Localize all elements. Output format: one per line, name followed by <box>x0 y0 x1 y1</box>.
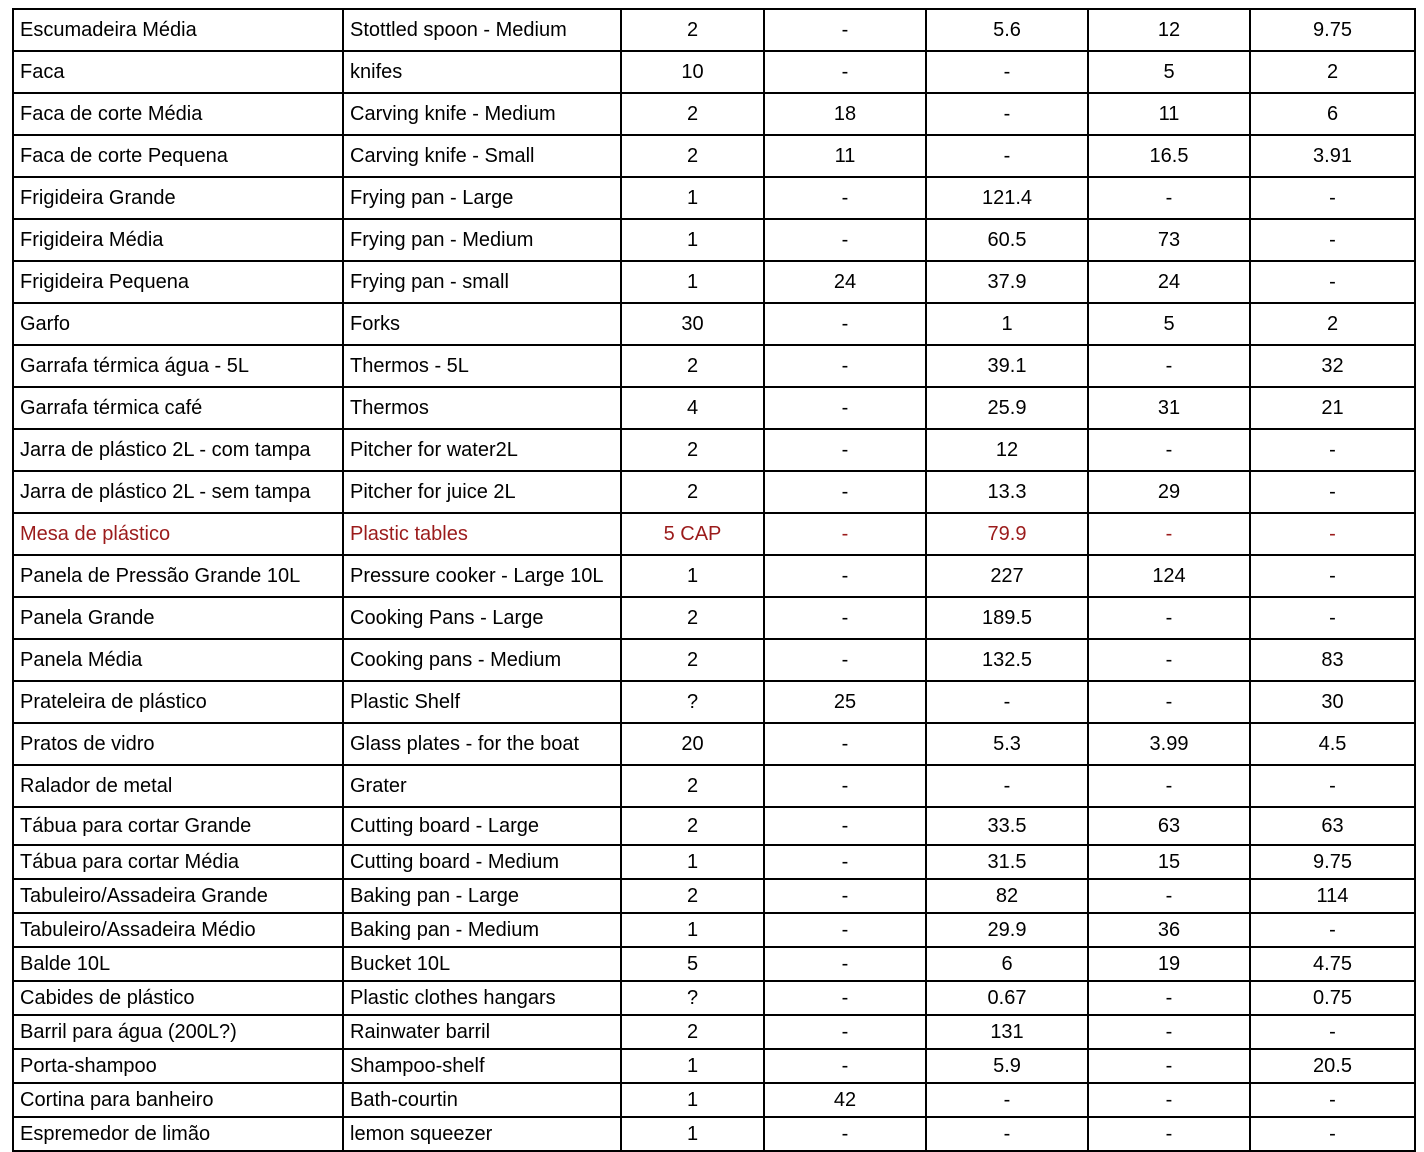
quantity-cell: 1 <box>621 219 764 261</box>
price-col-4-cell: 83 <box>1250 639 1415 681</box>
quantity-cell: 1 <box>621 177 764 219</box>
price-col-1-cell: - <box>764 765 926 807</box>
item-name-pt: Espremedor de limão <box>13 1117 343 1151</box>
item-name-en: Baking pan - Large <box>343 879 621 913</box>
item-name-en: Pitcher for juice 2L <box>343 471 621 513</box>
table-row <box>13 845 1415 879</box>
price-col-2-cell: 29.9 <box>926 913 1088 947</box>
quantity-cell: 2 <box>621 9 764 51</box>
item-name-pt: Prateleira de plástico <box>13 681 343 723</box>
price-col-3-cell: 5 <box>1088 303 1250 345</box>
price-col-1-cell: - <box>764 51 926 93</box>
price-col-1-cell: 18 <box>764 93 926 135</box>
price-col-3-cell: 15 <box>1088 845 1250 879</box>
item-name-en: lemon squeezer <box>343 1117 621 1151</box>
price-col-4-cell: 9.75 <box>1250 9 1415 51</box>
price-col-1-cell: - <box>764 429 926 471</box>
price-col-2-cell: 121.4 <box>926 177 1088 219</box>
price-col-4-cell: - <box>1250 219 1415 261</box>
table-row <box>13 303 1415 345</box>
price-col-4-cell: 114 <box>1250 879 1415 913</box>
price-col-4-cell: 2 <box>1250 303 1415 345</box>
item-name-pt: Faca de corte Média <box>13 93 343 135</box>
table-row <box>13 681 1415 723</box>
price-col-4-cell: - <box>1250 177 1415 219</box>
item-name-pt: Ralador de metal <box>13 765 343 807</box>
price-col-2-cell: 79.9 <box>926 513 1088 555</box>
price-col-1-cell: - <box>764 639 926 681</box>
item-name-en: Glass plates - for the boat <box>343 723 621 765</box>
table-row <box>13 913 1415 947</box>
item-name-pt: Porta-shampoo <box>13 1049 343 1083</box>
item-name-en: Cooking Pans - Large <box>343 597 621 639</box>
item-name-pt: Garfo <box>13 303 343 345</box>
price-col-1-cell: - <box>764 345 926 387</box>
quantity-cell: 20 <box>621 723 764 765</box>
price-col-1-cell: - <box>764 807 926 845</box>
price-col-3-cell: - <box>1088 513 1250 555</box>
price-col-4-cell: - <box>1250 1083 1415 1117</box>
price-col-1-cell: - <box>764 981 926 1015</box>
price-col-3-cell: 3.99 <box>1088 723 1250 765</box>
price-col-3-cell: - <box>1088 879 1250 913</box>
table-row <box>13 51 1415 93</box>
price-col-3-cell: 31 <box>1088 387 1250 429</box>
price-col-1-cell: - <box>764 471 926 513</box>
table-row <box>13 1117 1415 1151</box>
item-name-pt: Tabuleiro/Assadeira Médio <box>13 913 343 947</box>
table-row <box>13 807 1415 845</box>
price-col-1-cell: - <box>764 387 926 429</box>
price-col-1-cell: - <box>764 723 926 765</box>
price-col-4-cell: 9.75 <box>1250 845 1415 879</box>
table-row <box>13 879 1415 913</box>
price-col-3-cell: 73 <box>1088 219 1250 261</box>
quantity-cell: 1 <box>621 261 764 303</box>
price-col-3-cell: 12 <box>1088 9 1250 51</box>
table-row <box>13 723 1415 765</box>
price-col-2-cell: 39.1 <box>926 345 1088 387</box>
price-col-3-cell: 5 <box>1088 51 1250 93</box>
price-col-3-cell: - <box>1088 1083 1250 1117</box>
item-name-pt: Panela Média <box>13 639 343 681</box>
quantity-cell: 1 <box>621 1049 764 1083</box>
price-col-1-cell: - <box>764 879 926 913</box>
item-name-en: Shampoo-shelf <box>343 1049 621 1083</box>
table-row <box>13 429 1415 471</box>
table-row <box>13 981 1415 1015</box>
price-col-3-cell: - <box>1088 1117 1250 1151</box>
price-col-4-cell: - <box>1250 1015 1415 1049</box>
price-col-4-cell: - <box>1250 471 1415 513</box>
price-col-1-cell: 42 <box>764 1083 926 1117</box>
price-col-1-cell: 25 <box>764 681 926 723</box>
item-name-pt: Pratos de vidro <box>13 723 343 765</box>
price-col-3-cell: 24 <box>1088 261 1250 303</box>
item-name-en: Baking pan - Medium <box>343 913 621 947</box>
price-col-1-cell: - <box>764 597 926 639</box>
table-body <box>13 9 1415 1151</box>
price-col-2-cell: 33.5 <box>926 807 1088 845</box>
price-col-3-cell: - <box>1088 1015 1250 1049</box>
item-name-en: Plastic Shelf <box>343 681 621 723</box>
price-col-3-cell: 16.5 <box>1088 135 1250 177</box>
price-col-4-cell: 3.91 <box>1250 135 1415 177</box>
price-col-2-cell: 13.3 <box>926 471 1088 513</box>
quantity-cell: 10 <box>621 51 764 93</box>
price-col-2-cell: - <box>926 93 1088 135</box>
item-name-pt: Faca de corte Pequena <box>13 135 343 177</box>
quantity-cell: 2 <box>621 639 764 681</box>
item-name-en: Plastic tables <box>343 513 621 555</box>
item-name-pt: Mesa de plástico <box>13 513 343 555</box>
table-row <box>13 387 1415 429</box>
item-name-en: Frying pan - Large <box>343 177 621 219</box>
price-col-4-cell: - <box>1250 913 1415 947</box>
item-name-en: Pitcher for water2L <box>343 429 621 471</box>
quantity-cell: 2 <box>621 345 764 387</box>
table-row <box>13 135 1415 177</box>
table-row <box>13 261 1415 303</box>
quantity-cell: 2 <box>621 879 764 913</box>
price-col-3-cell: - <box>1088 597 1250 639</box>
price-col-2-cell: 5.6 <box>926 9 1088 51</box>
price-col-1-cell: - <box>764 845 926 879</box>
price-col-2-cell: 5.9 <box>926 1049 1088 1083</box>
price-col-4-cell: 30 <box>1250 681 1415 723</box>
price-col-2-cell: 1 <box>926 303 1088 345</box>
item-name-en: Frying pan - Medium <box>343 219 621 261</box>
price-col-4-cell: - <box>1250 261 1415 303</box>
item-name-pt: Frigideira Pequena <box>13 261 343 303</box>
item-name-en: Cooking pans - Medium <box>343 639 621 681</box>
price-col-2-cell: - <box>926 135 1088 177</box>
price-col-4-cell: - <box>1250 597 1415 639</box>
item-name-pt: Garrafa térmica água - 5L <box>13 345 343 387</box>
price-col-1-cell: 11 <box>764 135 926 177</box>
item-name-pt: Balde 10L <box>13 947 343 981</box>
price-col-2-cell: - <box>926 765 1088 807</box>
item-name-pt: Barril para água (200L?) <box>13 1015 343 1049</box>
item-name-en: knifes <box>343 51 621 93</box>
item-name-en: Thermos <box>343 387 621 429</box>
quantity-cell: 2 <box>621 807 764 845</box>
quantity-cell: 30 <box>621 303 764 345</box>
item-name-en: Carving knife - Small <box>343 135 621 177</box>
price-col-1-cell: - <box>764 9 926 51</box>
item-name-en: Bucket 10L <box>343 947 621 981</box>
price-col-4-cell: 20.5 <box>1250 1049 1415 1083</box>
price-col-2-cell: 37.9 <box>926 261 1088 303</box>
item-name-pt: Panela de Pressão Grande 10L <box>13 555 343 597</box>
price-col-2-cell: 227 <box>926 555 1088 597</box>
item-name-en: Cutting board - Large <box>343 807 621 845</box>
item-name-en: Pressure cooker - Large 10L <box>343 555 621 597</box>
item-name-pt: Cabides de plástico <box>13 981 343 1015</box>
table-row <box>13 555 1415 597</box>
price-col-2-cell: - <box>926 681 1088 723</box>
table-row <box>13 1083 1415 1117</box>
price-col-1-cell: - <box>764 219 926 261</box>
item-name-pt: Jarra de plástico 2L - sem tampa <box>13 471 343 513</box>
price-col-2-cell: 0.67 <box>926 981 1088 1015</box>
price-col-1-cell: - <box>764 177 926 219</box>
item-name-en: Plastic clothes hangars <box>343 981 621 1015</box>
item-name-pt: Tábua para cortar Grande <box>13 807 343 845</box>
item-name-pt: Jarra de plástico 2L - com tampa <box>13 429 343 471</box>
price-col-3-cell: 11 <box>1088 93 1250 135</box>
price-col-2-cell: 60.5 <box>926 219 1088 261</box>
item-name-en: Forks <box>343 303 621 345</box>
price-col-2-cell: 131 <box>926 1015 1088 1049</box>
price-col-3-cell: 63 <box>1088 807 1250 845</box>
quantity-cell: 2 <box>621 471 764 513</box>
item-name-en: Cutting board - Medium <box>343 845 621 879</box>
item-name-pt: Garrafa térmica café <box>13 387 343 429</box>
price-col-3-cell: 19 <box>1088 947 1250 981</box>
price-col-3-cell: - <box>1088 681 1250 723</box>
price-col-2-cell: - <box>926 51 1088 93</box>
quantity-cell: 2 <box>621 429 764 471</box>
price-col-4-cell: 0.75 <box>1250 981 1415 1015</box>
table-row <box>13 597 1415 639</box>
price-col-1-cell: - <box>764 1117 926 1151</box>
price-col-3-cell: - <box>1088 345 1250 387</box>
table-row <box>13 471 1415 513</box>
item-name-pt: Frigideira Grande <box>13 177 343 219</box>
price-col-4-cell: 32 <box>1250 345 1415 387</box>
quantity-cell: 2 <box>621 1015 764 1049</box>
item-name-pt: Escumadeira Média <box>13 9 343 51</box>
price-col-4-cell: 63 <box>1250 807 1415 845</box>
quantity-cell: 5 CAP <box>621 513 764 555</box>
table-row <box>13 1015 1415 1049</box>
quantity-cell: 4 <box>621 387 764 429</box>
quantity-cell: 2 <box>621 135 764 177</box>
table-row <box>13 9 1415 51</box>
quantity-cell: 1 <box>621 845 764 879</box>
price-col-3-cell: - <box>1088 639 1250 681</box>
price-col-1-cell: - <box>764 947 926 981</box>
table-row <box>13 219 1415 261</box>
price-col-2-cell: - <box>926 1083 1088 1117</box>
price-col-1-cell: 24 <box>764 261 926 303</box>
price-col-2-cell: 12 <box>926 429 1088 471</box>
quantity-cell: ? <box>621 681 764 723</box>
price-col-1-cell: - <box>764 555 926 597</box>
table-row <box>13 513 1415 555</box>
price-col-4-cell: 21 <box>1250 387 1415 429</box>
table-row <box>13 1049 1415 1083</box>
price-col-3-cell: 124 <box>1088 555 1250 597</box>
price-col-4-cell: - <box>1250 555 1415 597</box>
price-col-1-cell: - <box>764 1015 926 1049</box>
price-col-2-cell: 82 <box>926 879 1088 913</box>
item-name-pt: Frigideira Média <box>13 219 343 261</box>
quantity-cell: 2 <box>621 765 764 807</box>
item-name-pt: Panela Grande <box>13 597 343 639</box>
price-col-2-cell: - <box>926 1117 1088 1151</box>
item-name-pt: Cortina para banheiro <box>13 1083 343 1117</box>
item-name-en: Frying pan - small <box>343 261 621 303</box>
price-col-1-cell: - <box>764 303 926 345</box>
item-name-pt: Tabuleiro/Assadeira Grande <box>13 879 343 913</box>
price-col-2-cell: 189.5 <box>926 597 1088 639</box>
price-col-4-cell: 4.5 <box>1250 723 1415 765</box>
price-col-2-cell: 5.3 <box>926 723 1088 765</box>
price-col-4-cell: - <box>1250 765 1415 807</box>
inventory-table <box>12 8 1416 1152</box>
price-col-1-cell: - <box>764 913 926 947</box>
price-col-3-cell: - <box>1088 1049 1250 1083</box>
price-col-1-cell: - <box>764 1049 926 1083</box>
item-name-pt: Tábua para cortar Média <box>13 845 343 879</box>
price-col-3-cell: 36 <box>1088 913 1250 947</box>
quantity-cell: 1 <box>621 913 764 947</box>
table-row <box>13 765 1415 807</box>
price-col-4-cell: 2 <box>1250 51 1415 93</box>
quantity-cell: 5 <box>621 947 764 981</box>
price-col-4-cell: 6 <box>1250 93 1415 135</box>
price-col-4-cell: - <box>1250 1117 1415 1151</box>
quantity-cell: 2 <box>621 597 764 639</box>
price-col-3-cell: 29 <box>1088 471 1250 513</box>
quantity-cell: 1 <box>621 1083 764 1117</box>
item-name-en: Thermos - 5L <box>343 345 621 387</box>
price-col-4-cell: - <box>1250 429 1415 471</box>
price-col-4-cell: 4.75 <box>1250 947 1415 981</box>
price-col-2-cell: 31.5 <box>926 845 1088 879</box>
item-name-en: Stottled spoon - Medium <box>343 9 621 51</box>
item-name-pt: Faca <box>13 51 343 93</box>
table-row <box>13 93 1415 135</box>
quantity-cell: 1 <box>621 555 764 597</box>
table-row <box>13 345 1415 387</box>
price-col-3-cell: - <box>1088 765 1250 807</box>
price-col-2-cell: 25.9 <box>926 387 1088 429</box>
table-row <box>13 639 1415 681</box>
quantity-cell: ? <box>621 981 764 1015</box>
price-col-4-cell: - <box>1250 513 1415 555</box>
price-col-3-cell: - <box>1088 429 1250 471</box>
quantity-cell: 1 <box>621 1117 764 1151</box>
item-name-en: Rainwater barril <box>343 1015 621 1049</box>
item-name-en: Bath-courtin <box>343 1083 621 1117</box>
quantity-cell: 2 <box>621 93 764 135</box>
price-col-2-cell: 6 <box>926 947 1088 981</box>
price-col-2-cell: 132.5 <box>926 639 1088 681</box>
item-name-en: Grater <box>343 765 621 807</box>
price-col-3-cell: - <box>1088 177 1250 219</box>
price-col-1-cell: - <box>764 513 926 555</box>
item-name-en: Carving knife - Medium <box>343 93 621 135</box>
table-row <box>13 947 1415 981</box>
price-col-3-cell: - <box>1088 981 1250 1015</box>
table-row <box>13 177 1415 219</box>
